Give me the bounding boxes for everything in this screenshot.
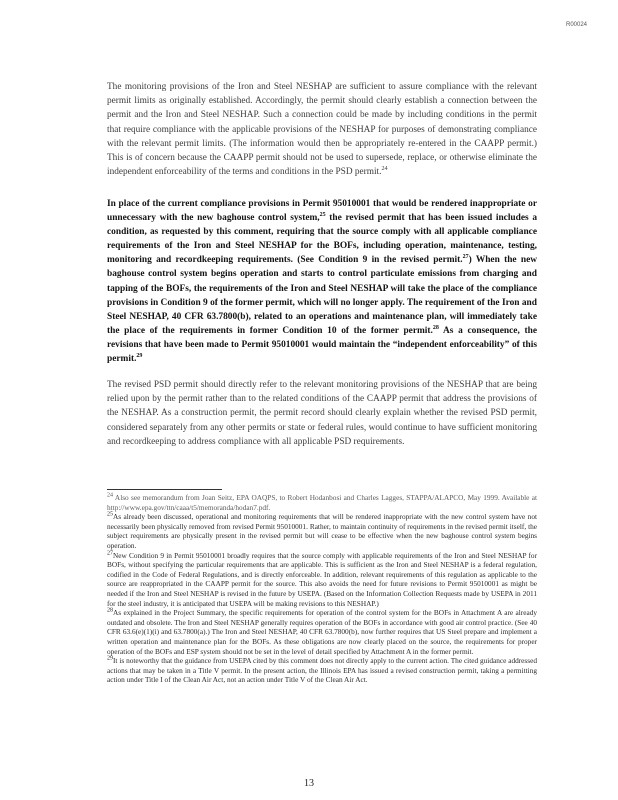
footnote-divider (107, 489, 222, 490)
paragraph-compliance-response: In place of the current compliance provisions in Permit 95010001 that would be rendered inappropriate or unnecessary with the new baghouse control system,$^{25}$ the revised permit that has been issued includes a condition, as requested by this comment, requiring that the source comply with all applicable compliance requirements of the Iron and Steel NESHAP for the BOFs, including operation, maintenance, testing, monitoring and recordkeeping requirements. (See Condition 9 in the revised permit.$^{27}$) When the new baghouse control system begins operation and starts to control particulate emissions from charging and tapping of the BOFs, the requirements of the Iron and Steel NESHAP will take the place of the compliance provisions in Condition 9 of the former permit, which will no longer apply. The requirement of the Iron and Steel NESHAP, 40 CFR 63.7800(b), related to an operations and maintenance plan, will immediately take the place of the requirements in former Condition 10 of the former permit.$^{28}$ As a consequence, the revisions that have been made to Permit 95010001 would maintain the “independent enforceability” of this permit.$^{29}$ (107, 199, 538, 365)
footnote-ref-25: 25 (319, 211, 326, 218)
footnote-25: $^{25}$As already been discussed, operational and monitoring requirements that will be rendered inappropriate with the new control system have not necessarily been physically removed from revised Permit 95010001. Rather, to maintain continuity of requirements in the revised permit itself, the subject requirements are physically present in the revised permit but will cease to be effective when the new baghouse control system begins operation. (107, 511, 537, 550)
footnote-ref-24: 24 (381, 166, 388, 173)
footnote-24: $^{24}$ Also see memorandum from Joan Seitz, EPA OAQPS, to Robert Hodanbosi and Charles Lagges, STAPPA/ALAPCO, May 1999. Available at http://www.epa.gov/ttn/caaa/t5/memoranda/hodan7.pdf. (107, 492, 538, 512)
paragraph-psd-permit: The revised PSD permit should directly refer to the relevant monitoring provisions of the NESHAP that are being relied upon by the permit rather than to the related conditions of the CAAPP permit that address the provisions of the NESHAP. As a construction permit, the permit record should clearly explain whether the revised PSD permit, considered separately from any other permits or state or federal rules, would continue to have sufficient monitoring and recordkeeping to address compliance with all applicable PSD requirements. (107, 380, 537, 447)
footnote-ref-27: 27 (462, 254, 469, 261)
footnote-28: $^{28}$As explained in the Project Summary, the specific requirements for operation of the control system for the BOFs in Attachment A are already outdated and obsolete. The Iron and Steel NESHAP generally requires operation of the BOFs in accordance with good air control practice. (See 40 CFR 63.6(e)(1)(i) and 63.7800(a).) The Iron and Steel NESHAP, 40 CFR 63.7800(b), now further requires that US Steel prepare and implement a written operation and maintenance plan for the BOFs. As these obligations are now clearly placed on the source, the requirements for proper operation of the BOFs and ESP system should not be set in the level of detail specified by Attachment A in the former permit. (107, 607, 537, 656)
page-id-stamp: R00024 (566, 22, 588, 28)
footnote-27: $^{27}$New Condition 9 in Permit 95010001 broadly requires that the source comply with applicable requirements of the Iron and Steel NESHAP for BOFs, without specifying the particular requirements that are applicable. This is sufficient as the Iron and Steel NESHAP is a federal regulation, codified in the Code of Federal Regulations, and is directly enforceable. In addition, relevant requirements of this regulation as applicable to the source are reappropriated in the CAAPP permit for the source. This also avoids the need for future revisions to Permit 95010001 as might be needed if the Iron and Steel NESHAP is revised in the future by USEPA. (Based on the Information Collection Requests made by USEPA in 2011 for the steel industry, it is anticipated that USEPA will be making revisions to this NESHAP.) (107, 550, 537, 608)
footnote-29: $^{29}$It is noteworthy that the guidance from USEPA cited by this comment does not directly apply to the current action. The cited guidance addressed actions that may be taken in a Title V permit. In the present action, the Illinois EPA has issued a revised construction permit, taking a permitting action under Title I of the Clean Air Act, not an action under Title V of the Clean Air Act. (107, 655, 537, 685)
footnote-ref-28: 28 (432, 324, 439, 331)
paragraph-monitoring-provisions: The monitoring provisions of the Iron and Steel NESHAP are sufficient to assure compliance with the relevant permit limits as originally established. Accordingly, the permit should clearly establish a connection between the permit and the Iron and Steel NESHAP. Such a connection could be made by including conditions in the permit that require compliance with the applicable provisions of the NESHAP for purposes of demonstrating compliance with the relevant permit limits. (The information would then be appropriately re-entered in the CAAPP permit.) This is of concern because the CAAPP permit should not be used to supersede, replace, or otherwise eliminate the independent enforceability of the terms and conditions in the PSD permit.$^{24}$ (107, 82, 537, 178)
footnotes-section (107, 493, 537, 685)
page-number: 13 (304, 778, 314, 789)
footnote-ref-29: 29 (136, 352, 143, 359)
